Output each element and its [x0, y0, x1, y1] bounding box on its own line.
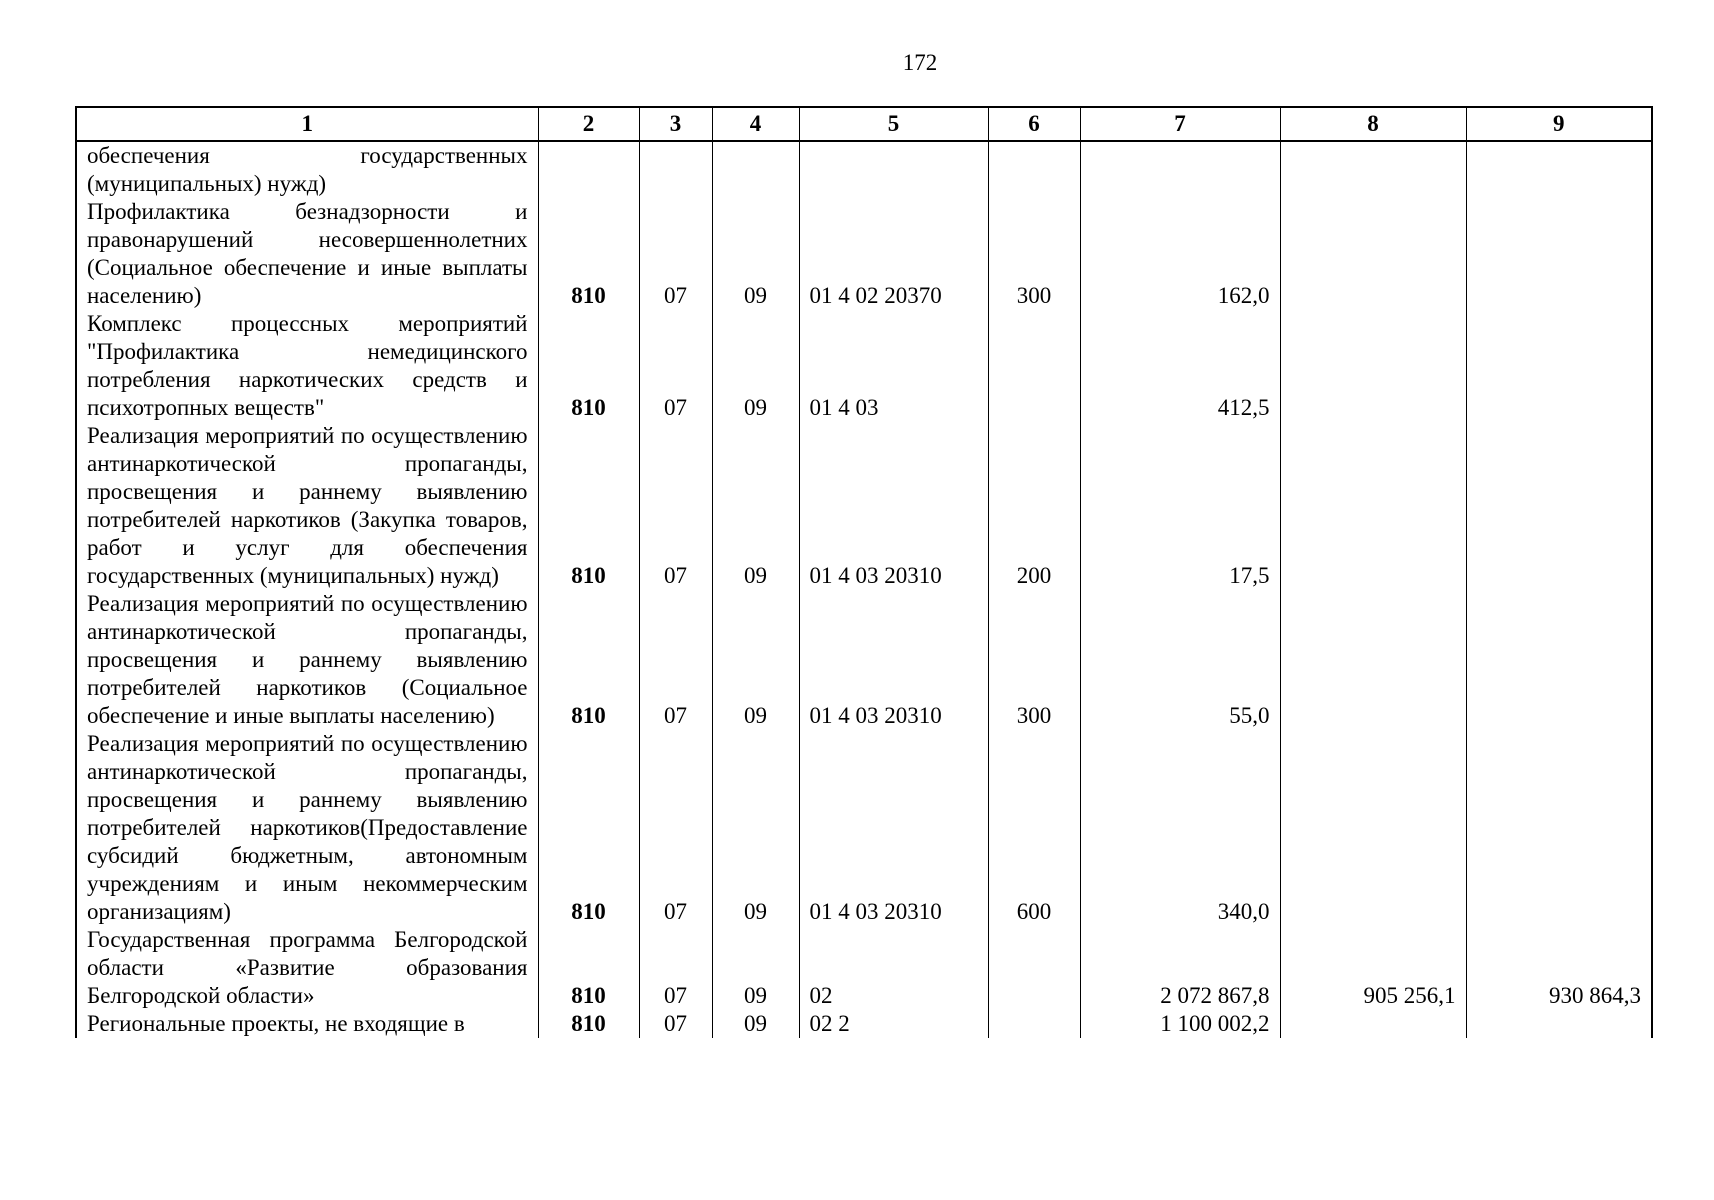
column-header-2: 2: [538, 107, 639, 141]
cell-col-2: 810: [538, 422, 639, 590]
cell-col-3: [639, 141, 712, 198]
cell-col-6: [988, 310, 1080, 422]
cell-col-5: 01 4 02 20370: [799, 198, 988, 310]
column-header-1: 1: [76, 107, 538, 141]
cell-col-9: [1466, 730, 1652, 926]
cell-col-9: [1466, 141, 1652, 198]
cell-col-8: [1280, 141, 1466, 198]
cell-col-3: 07: [639, 310, 712, 422]
column-header-8: 8: [1280, 107, 1466, 141]
cell-col-3: 07: [639, 926, 712, 1010]
table-row: [76, 422, 1652, 590]
table-row: [76, 926, 1652, 1010]
column-header-5: 5: [799, 107, 988, 141]
cell-col-7: 1 100 002,2: [1080, 1010, 1280, 1038]
cell-col-6: 200: [988, 422, 1080, 590]
cell-col-6: [988, 926, 1080, 1010]
table-row: [76, 198, 1652, 310]
cell-col-8: 905 256,1: [1280, 926, 1466, 1010]
cell-col-3: 07: [639, 198, 712, 310]
cell-col-2: 810: [538, 590, 639, 730]
cell-col-8: [1280, 1010, 1466, 1038]
cell-col-4: 09: [712, 198, 799, 310]
row-description: Комплекс процессных мероприятий "Профилактика немедицинского потребления наркотических средств и психотропных веществ": [76, 310, 538, 422]
cell-col-2: [538, 141, 639, 198]
row-description: Реализация мероприятий по осуществлению антинаркотической пропаганды, просвещения и раннему выявлению потребителей наркотиков (Закупка товаров, работ и услуг для обеспечения государственных (муниципальных) нужд): [76, 422, 538, 590]
cell-col-3: 07: [639, 1010, 712, 1038]
cell-col-5: 01 4 03 20310: [799, 422, 988, 590]
cell-col-6: [988, 141, 1080, 198]
cell-col-5: 01 4 03: [799, 310, 988, 422]
cell-col-5: 02: [799, 926, 988, 1010]
cell-col-5: 02 2: [799, 1010, 988, 1038]
cell-col-4: [712, 141, 799, 198]
header-row: [76, 107, 1652, 141]
cell-col-7: 340,0: [1080, 730, 1280, 926]
cell-col-9: 930 864,3: [1466, 926, 1652, 1010]
cell-col-9: [1466, 310, 1652, 422]
cell-col-9: [1466, 198, 1652, 310]
cell-col-8: [1280, 310, 1466, 422]
cell-col-4: 09: [712, 926, 799, 1010]
cell-col-6: [988, 1010, 1080, 1038]
column-header-3: 3: [639, 107, 712, 141]
cell-col-2: 810: [538, 730, 639, 926]
budget-table: [75, 106, 1653, 1038]
cell-col-9: [1466, 1010, 1652, 1038]
row-description: обеспечения государственных (муниципальных) нужд): [76, 141, 538, 198]
table-row: [76, 310, 1652, 422]
cell-col-4: 09: [712, 310, 799, 422]
row-description: Профилактика безнадзорности и правонарушений несовершеннолетних (Социальное обеспечение и иные выплаты населению): [76, 198, 538, 310]
cell-col-8: [1280, 198, 1466, 310]
table-row: [76, 590, 1652, 730]
column-header-6: 6: [988, 107, 1080, 141]
cell-col-2: 810: [538, 1010, 639, 1038]
cell-col-3: 07: [639, 590, 712, 730]
cell-col-7: 412,5: [1080, 310, 1280, 422]
cell-col-4: 09: [712, 590, 799, 730]
cell-col-2: 810: [538, 310, 639, 422]
row-description: Реализация мероприятий по осуществлению антинаркотической пропаганды, просвещения и раннему выявлению потребителей наркотиков(Предоставление субсидий бюджетным, автономным учреждениям и иным некоммерческим организациям): [76, 730, 538, 926]
column-header-4: 4: [712, 107, 799, 141]
cell-col-6: 600: [988, 730, 1080, 926]
cell-col-9: [1466, 590, 1652, 730]
page-number: 172: [902, 50, 938, 75]
cell-col-8: [1280, 422, 1466, 590]
column-header-9: 9: [1466, 107, 1652, 141]
cell-col-9: [1466, 422, 1652, 590]
cell-col-3: 07: [639, 422, 712, 590]
cell-col-4: 09: [712, 422, 799, 590]
cell-col-3: 07: [639, 730, 712, 926]
table-row: [76, 730, 1652, 926]
cell-col-7: 55,0: [1080, 590, 1280, 730]
column-header-7: 7: [1080, 107, 1280, 141]
row-description: Реализация мероприятий по осуществлению антинаркотической пропаганды, просвещения и раннему выявлению потребителей наркотиков (Социальное обеспечение и иные выплаты населению): [76, 590, 538, 730]
cell-col-8: [1280, 730, 1466, 926]
table-row: [76, 1010, 1652, 1038]
cell-col-2: 810: [538, 198, 639, 310]
cell-col-5: 01 4 03 20310: [799, 730, 988, 926]
table-row: [76, 141, 1652, 198]
cell-col-7: 2 072 867,8: [1080, 926, 1280, 1010]
cell-col-6: 300: [988, 590, 1080, 730]
row-description: Государственная программа Белгородской области «Развитие образования Белгородской области»: [76, 926, 538, 1010]
cell-col-4: 09: [712, 1010, 799, 1038]
cell-col-6: 300: [988, 198, 1080, 310]
row-description: Региональные проекты, не входящие в: [76, 1010, 538, 1038]
cell-col-5: 01 4 03 20310: [799, 590, 988, 730]
cell-col-7: 162,0: [1080, 198, 1280, 310]
cell-col-7: 17,5: [1080, 422, 1280, 590]
cell-col-4: 09: [712, 730, 799, 926]
cell-col-2: 810: [538, 926, 639, 1010]
cell-col-8: [1280, 590, 1466, 730]
cell-col-5: [799, 141, 988, 198]
cell-col-7: [1080, 141, 1280, 198]
